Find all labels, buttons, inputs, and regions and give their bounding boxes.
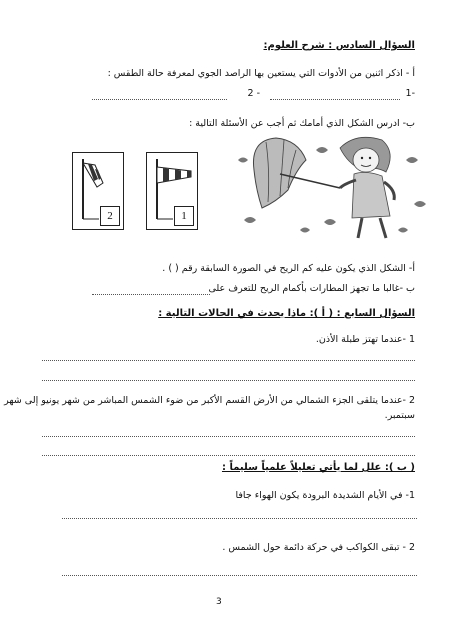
q7-item2-line2: سبتمبر.: [384, 410, 415, 421]
q7-item1-answer-line-1[interactable]: [42, 360, 415, 361]
q6-b-text: ب- ادرس الشكل الذي أمامك ثم أجب عن الأسئلة التالية :: [189, 118, 415, 129]
q6-b-question2-answer-line[interactable]: [92, 294, 210, 295]
q7-item1: 1 -عندما تهتز طبلة الأذن.: [315, 334, 415, 345]
q6-a-item1-label: -1: [405, 88, 415, 99]
q6-a-item2-label: - 2: [247, 88, 260, 99]
windsock-box-1: [146, 152, 198, 230]
q7-b-item2: 2 - تبقى الكواكب في حركة دائمة حول الشمس .: [222, 542, 415, 553]
q7-item2-answer-line-2[interactable]: [42, 455, 415, 456]
q6-title: السؤال السادس : شرح العلوم:: [263, 40, 415, 51]
q7-title: السؤال السابع : ( أ ): ماذا يحدث في الحالات التالية :: [158, 308, 415, 319]
page-number: 3: [216, 597, 222, 607]
q6-a-text: أ - اذكر اثنين من الأدوات التي يستعين بها الراصد الجوي لمعرفة حالة الطقس :: [107, 68, 415, 79]
q7-b-item2-answer-line[interactable]: [62, 575, 417, 576]
box-2-number: 2: [100, 206, 120, 226]
q7-b-title: ( ب ): علل لما يأتي تعليلاً علمياً سليماً :: [221, 462, 415, 473]
q6-a-item1-answer-line[interactable]: [270, 99, 400, 100]
q7-item1-answer-line-2[interactable]: [42, 380, 415, 381]
q6-b-question1: أ- الشكل الذي يكون عليه كم الريح في الصورة السابقة رقم ( ) .: [162, 263, 415, 274]
windsock-box-2: [72, 152, 124, 230]
q6-a-item2-answer-line[interactable]: [92, 99, 227, 100]
q7-item2-line1: 2 -عندما يتلقى الجزء الشمالي من الأرض القسم الأكبر من ضوء الشمس المباشر من شهر يونيو إلى شهر: [4, 395, 415, 406]
q7-b-item1-answer-line[interactable]: [62, 518, 417, 519]
q6-b-question2: ب -غالبا ما تجهز المطارات بأكمام الريح للتعرف على: [208, 283, 415, 294]
q7-item2-answer-line-1[interactable]: [42, 436, 415, 437]
girl-umbrella-wind-illustration: [236, 130, 436, 242]
box-1-number: 1: [174, 206, 194, 226]
q7-b-item1: 1- في الأيام الشديدة البرودة يكون الهواء جافا: [235, 490, 415, 501]
